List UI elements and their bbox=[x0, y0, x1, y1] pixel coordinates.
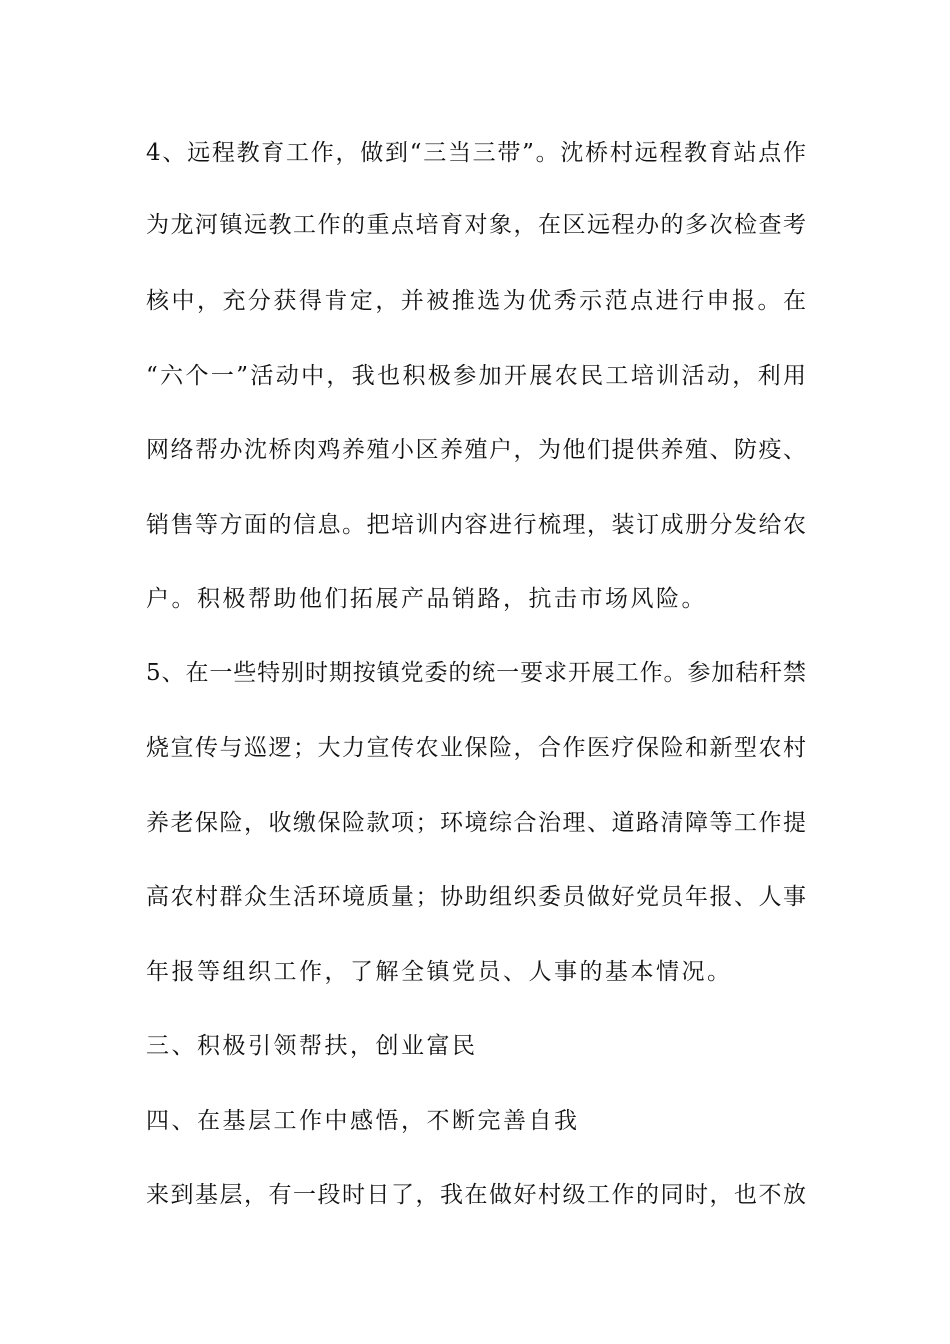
text-line: 5、在一些特别时期按镇党委的统一要求开展工作。参加秸秆禁 bbox=[146, 660, 806, 686]
text-line: 来到基层，有一段时日了，我在做好村级工作的同时，也不放 bbox=[146, 1182, 806, 1208]
section-heading: 三、积极引领帮扶，创业富民 bbox=[146, 1033, 478, 1059]
text-line: 网络帮办沈桥肉鸡养殖小区养殖户，为他们提供养殖、防疫、 bbox=[146, 437, 806, 463]
text-line: 销售等方面的信息。把培训内容进行梳理，装订成册分发给农 bbox=[146, 512, 806, 538]
text-line: 户。积极帮助他们拓展产品销路，抗击市场风险。 bbox=[146, 586, 707, 612]
text-line: 高农村群众生活环境质量；协助组织委员做好党员年报、人事 bbox=[146, 884, 806, 910]
text-line: 养老保险，收缴保险款项；环境综合治理、道路清障等工作提 bbox=[146, 810, 806, 836]
text-line: 4、远程教育工作，做到“三当三带”。沈桥村远程教育站点作 bbox=[146, 140, 806, 166]
text-line: 烧宣传与巡逻；大力宣传农业保险，合作医疗保险和新型农村 bbox=[146, 735, 806, 761]
text-line: 为龙河镇远教工作的重点培育对象，在区远程办的多次检查考 bbox=[146, 212, 806, 238]
text-line: “六个一”活动中，我也积极参加开展农民工培训活动，利用 bbox=[146, 363, 806, 389]
text-line: 年报等组织工作，了解全镇党员、人事的基本情况。 bbox=[146, 959, 733, 985]
text-line: 核中，充分获得肯定，并被推选为优秀示范点进行申报。在 bbox=[146, 288, 806, 314]
section-heading: 四、在基层工作中感悟，不断完善自我 bbox=[146, 1108, 580, 1134]
